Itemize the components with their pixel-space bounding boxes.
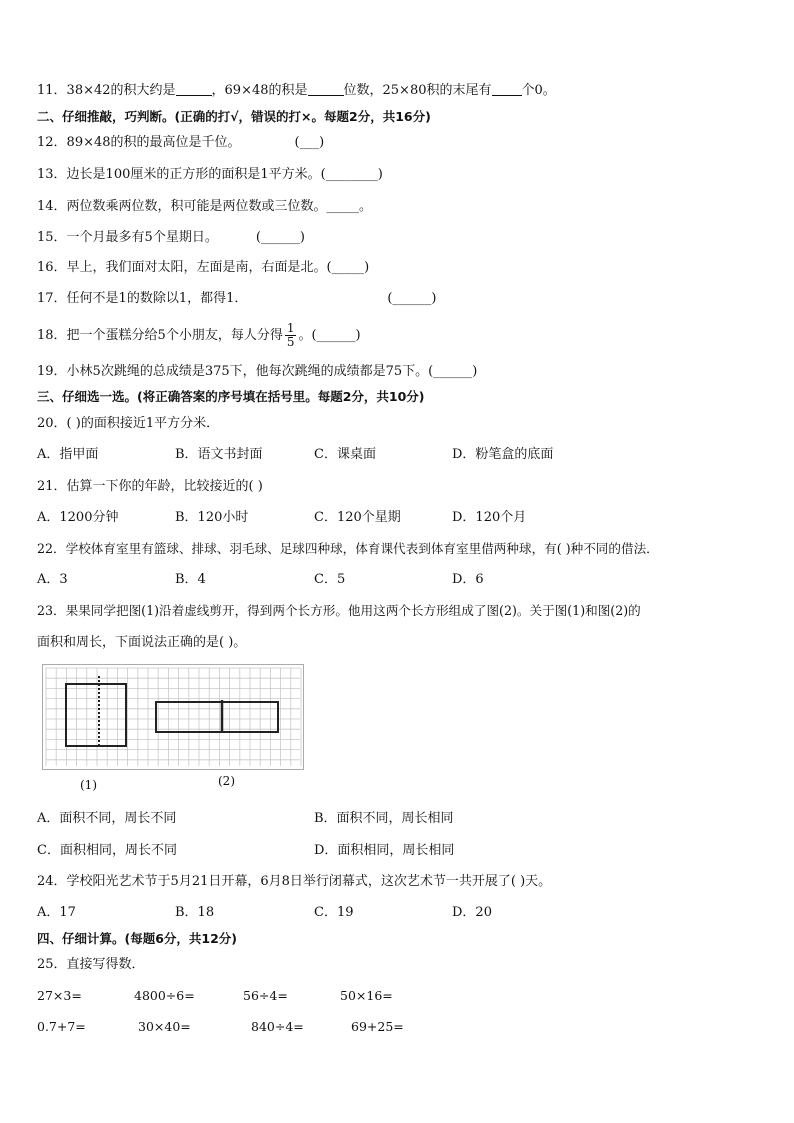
option-a[interactable]: A．3 [37, 572, 68, 587]
option-d[interactable]: D．6 [452, 572, 484, 587]
figure-1-label: (1) [80, 778, 97, 792]
section-4-heading: 四、仔细计算。(每题6分，共12分) [37, 931, 238, 946]
answer-blank[interactable] [176, 82, 212, 96]
option-c[interactable]: C．5 [314, 572, 346, 587]
option-b[interactable]: B．18 [175, 905, 215, 920]
answer-blank[interactable] [308, 82, 344, 96]
option-c[interactable]: C．19 [314, 905, 354, 920]
question-12: 12．89×48的积的最高位是千位。 (___) [37, 135, 325, 150]
option-a[interactable]: A．1200分钟 [37, 510, 119, 525]
question-15: 15．一个月最多有5个星期日。 (______) [37, 230, 305, 245]
calc-item: 840÷4= [251, 1019, 304, 1034]
question-19: 19．小林5次跳绳的总成绩是375下，他每次跳绳的成绩都是75下。(______) [37, 364, 478, 379]
option-b[interactable]: B．语文书封面 [175, 447, 263, 462]
answer-blank[interactable] [492, 82, 522, 96]
question-21: 21．估算一下你的年龄，比较接近的( ) [37, 479, 263, 494]
option-b[interactable]: B．120小时 [175, 510, 249, 525]
figure-2-label: (2) [218, 774, 235, 788]
question-14: 14．两位数乘两位数，积可能是两位数或三位数。_____。 [37, 199, 373, 214]
question-22: 22．学校体育室里有篮球、排球、羽毛球、足球四种球，体育课代表到体育室里借两种球，有( )种不同的借法． [37, 541, 659, 556]
section-2-heading: 二、仔细推敲，巧判断。(正确的打√，错误的打×。每题2分，共16分) [37, 109, 431, 124]
option-c[interactable]: C．面积相同，周长不同 [37, 843, 177, 858]
answer-paren[interactable]: (______) [255, 230, 305, 245]
option-d[interactable]: D．20 [452, 905, 492, 920]
grid-figure [42, 664, 304, 770]
fraction-one-fifth: $\frac{1}{5}$ [286, 321, 295, 349]
option-a[interactable]: A．指甲面 [37, 447, 99, 462]
calc-item: 27×3= [37, 988, 82, 1003]
option-d[interactable]: D．粉笔盒的底面 [452, 447, 554, 462]
question-11: 11．38×42的积大约是 ，69×48的积是 位数，25×80积的末尾有 个0。 [37, 83, 556, 98]
option-a[interactable]: A．17 [37, 905, 76, 920]
option-b[interactable]: B．4 [175, 572, 206, 587]
question-25: 25．直接写得数． [37, 957, 145, 972]
option-d[interactable]: D．120个月 [452, 510, 527, 525]
calc-item: 4800÷6= [134, 988, 195, 1003]
question-23-line1: 23．果果同学把图(1)沿着虚线剪开，得到两个长方形。他用这两个长方形组成了图(2)。关于图(1)和图(2)的 [37, 603, 641, 618]
calc-item: 0.7+7= [37, 1019, 86, 1034]
answer-paren[interactable]: (______) [387, 291, 437, 306]
option-b[interactable]: B．面积不同，周长相同 [314, 811, 454, 826]
question-20: 20．( )的面积接近1平方分米． [37, 416, 220, 431]
section-3-heading: 三、仔细选一选。(将正确答案的序号填在括号里。每题2分，共10分) [37, 389, 425, 404]
question-17: 17．任何不是1的数除以1，都得1． (______) [37, 291, 437, 306]
option-a[interactable]: A．面积不同，周长不同 [37, 811, 177, 826]
option-d[interactable]: D．面积相同，周长相同 [314, 843, 455, 858]
question-18: 18．把一个蛋糕分给5个小朋友，每人分得 $\frac{1}{5}$ 。(______) [37, 321, 361, 349]
question-23-line2: 面积和周长，下面说法正确的是( )。 [37, 635, 247, 650]
question-16: 16．早上，我们面对太阳，左面是南，右面是北。(_____) [37, 260, 370, 275]
option-c[interactable]: C．课桌面 [314, 447, 376, 462]
question-13: 13．边长是100厘米的正方形的面积是1平方米。(________) [37, 167, 383, 182]
calc-item: 50×16= [340, 988, 393, 1003]
option-c[interactable]: C．120个星期 [314, 510, 401, 525]
calc-item: 30×40= [138, 1019, 191, 1034]
question-24: 24．学校阳光艺术节于5月21日开幕，6月8日举行闭幕式，这次艺术节一共开展了( )天。 [37, 874, 552, 889]
calc-item: 69+25= [351, 1019, 404, 1034]
answer-paren[interactable]: (___) [294, 135, 325, 150]
calc-item: 56÷4= [243, 988, 288, 1003]
